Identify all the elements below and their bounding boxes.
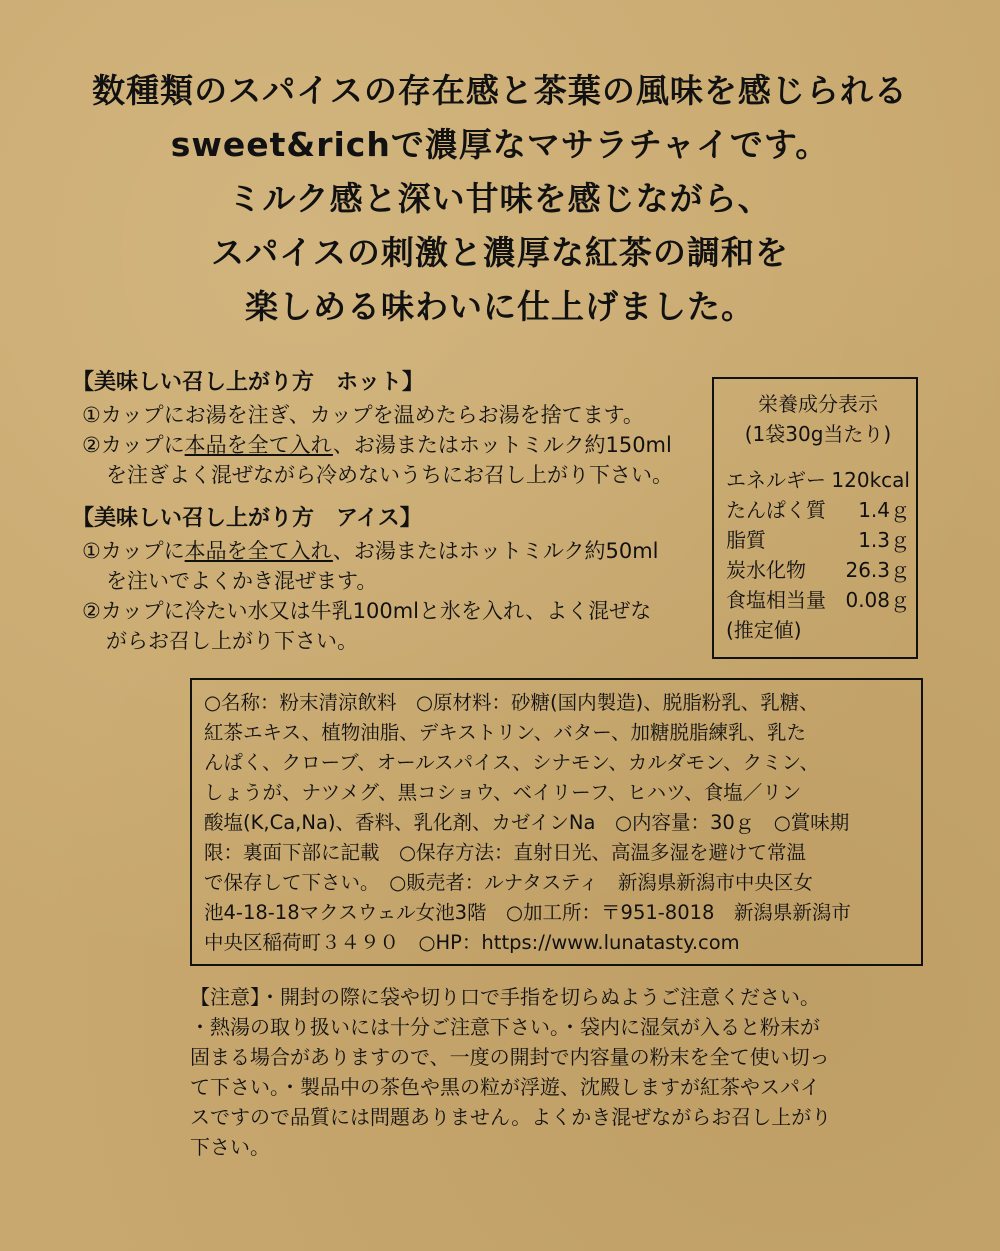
intro-line: 楽しめる味わいに仕上げました。: [245, 287, 755, 326]
nutrition-row: [726, 495, 910, 525]
caution-line: 下さい。: [190, 1135, 270, 1159]
nutrition-value: 1.3ｇ: [858, 528, 910, 552]
nutrition-row: [726, 585, 910, 615]
nutrition-name: 脂質: [726, 528, 766, 552]
hot-step-2-prefix: ②カップに: [82, 433, 185, 457]
nutrition-value: 120kcal: [831, 468, 910, 492]
label-line: 紅茶エキス、植物油脂、デキストリン、バター、加糖脱脂練乳、乳た: [204, 721, 806, 744]
nutrition-value: 26.3ｇ: [845, 558, 910, 582]
caution-line: ・熱湯の取り扱いには十分ご注意下さい。・袋内に湿気が入ると粉末が: [190, 1015, 820, 1039]
nutrition-row: [726, 555, 910, 585]
nutrition-facts-box: [712, 377, 918, 659]
hot-step-1: ①カップにお湯を注ぎ、カップを温めたらお湯を捨てます。: [82, 403, 644, 427]
product-label-box: [190, 678, 923, 966]
intro-line: 数種類のスパイスの存在感と茶葉の風味を感じられる: [92, 71, 908, 110]
hot-step-2-suffix: 、お湯またはホットミルク約150ml: [332, 433, 672, 457]
ice-step-2-continuation: がらお召し上がり下さい。: [106, 629, 358, 653]
nutrition-name: 炭水化物: [726, 558, 806, 582]
label-line: 中央区稲荷町３４９０ ○HP：https://www.lunatasty.com: [204, 931, 740, 954]
caution-line: て下さい。・製品中の茶色や黒の粒が浮遊、沈殿しますが紅茶やスパイ: [190, 1075, 820, 1099]
caution-notes: [190, 982, 930, 1162]
caution-line: 【注意】・開封の際に袋や切り口で手指を切らぬようご注意ください。: [190, 985, 820, 1009]
caution-line: 固まる場合がありますので、一度の開封で内容量の粉末を全て使い切っ: [190, 1045, 830, 1069]
nutrition-name: たんぱく質: [726, 498, 826, 522]
intro-copy: [0, 64, 1000, 334]
ice-step-1-underlined: 本品を全て入れ: [184, 539, 333, 563]
nutrition-name: エネルギー: [726, 468, 826, 492]
label-line: しょうが、ナツメグ、黒コショウ、ベイリーフ、ヒハツ、食塩／リン: [204, 781, 802, 804]
preparation-instructions: [72, 366, 712, 656]
nutrition-title: 栄養成分表示: [758, 392, 878, 416]
hot-step-2: [82, 430, 712, 460]
caution-line: スですので品質には問題ありません。よくかき混ぜながらお召し上がり: [190, 1105, 832, 1129]
label-line: ○名称：粉末清涼飲料 ○原材料：砂糖(国内製造)、脱脂粉乳、乳糖、: [204, 691, 819, 714]
ice-step-1-suffix: 、お湯またはホットミルク約50ml: [332, 539, 659, 563]
nutrition-row: [726, 465, 910, 495]
ice-step-1-continuation: を注いでよくかき混ぜます。: [106, 569, 378, 593]
ice-heading: 【美味しい召し上がり方 アイス】: [72, 506, 422, 531]
nutrition-row: [726, 525, 910, 555]
nutrition-note: (推定値): [726, 618, 802, 642]
nutrition-value: 1.4ｇ: [858, 498, 910, 522]
label-line: 限：裏面下部に記載 ○保存方法：直射日光、高温多湿を避けて常温: [204, 841, 807, 864]
hot-step-2-continuation: を注ぎよく混ぜながら冷めないうちにお召し上がり下さい。: [106, 463, 673, 487]
label-line: 酸塩(K,Ca,Na)、香料、乳化剤、カゼインNa ○内容量：30ｇ ○賞味期: [204, 811, 850, 834]
intro-line: sweet&richで濃厚なマサラチャイです。: [170, 125, 830, 164]
ice-step-2: ②カップに冷たい水又は牛乳100mlと氷を入れ、よく混ぜな: [82, 599, 652, 623]
ice-step-1-prefix: ①カップに: [82, 539, 185, 563]
nutrition-name: 食塩相当量: [726, 588, 826, 612]
label-line: んぱく、クローブ、オールスパイス、シナモン、カルダモン、クミン、: [204, 751, 820, 774]
nutrition-value: 0.08ｇ: [845, 588, 910, 612]
hot-heading: 【美味しい召し上がり方 ホット】: [72, 370, 425, 395]
label-line: で保存して下さい。 ○販売者：ルナタスティ 新潟県新潟市中央区女: [204, 871, 813, 894]
nutrition-serving: (1袋30g当たり): [744, 422, 892, 446]
intro-line: スパイスの刺激と濃厚な紅茶の調和を: [211, 233, 789, 272]
intro-line: ミルク感と深い甘味を感じながら、: [228, 179, 772, 218]
ice-step-1: [82, 536, 712, 566]
hot-step-2-underlined: 本品を全て入れ: [184, 433, 333, 457]
label-line: 池4-18-18マクスウェル女池3階 ○加工所：〒951-8018 新潟県新潟市: [204, 901, 851, 924]
